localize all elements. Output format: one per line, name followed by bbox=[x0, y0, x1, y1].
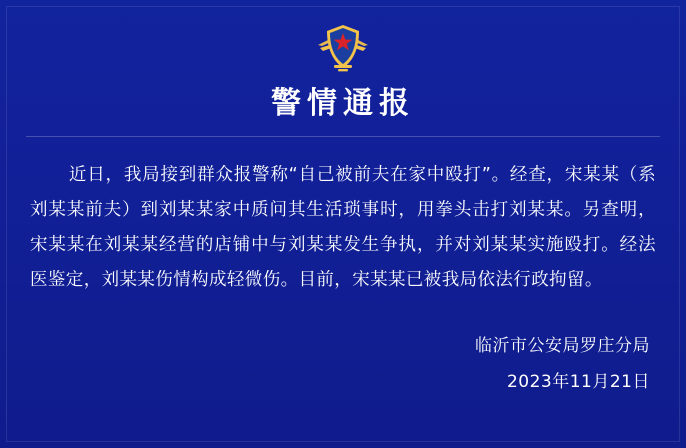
issuer-signature: 临沂市公安局罗庄分局 bbox=[475, 336, 650, 356]
title-divider bbox=[26, 136, 660, 137]
police-badge-emblem bbox=[312, 19, 374, 75]
page-title: 警情通报 bbox=[271, 86, 415, 121]
issue-date: 2023年11月21日 bbox=[506, 372, 650, 392]
notice-body bbox=[30, 158, 656, 298]
emblem-container bbox=[0, 18, 686, 76]
notice-body-text: 近日，我局接到群众报警称“自己被前夫在家中殴打”。经查，宋某某（系刘某某前夫）到刘某某家中质问其生活琐事时，用拳头击打刘某某。另查明，宋某某在刘某某经营的店铺中与刘某某发生争执，并对刘某某实施殴打。经法医鉴定，刘某某伤情构成轻微伤。目前，宋某某已被我局依法行政拘留。 bbox=[30, 165, 656, 290]
